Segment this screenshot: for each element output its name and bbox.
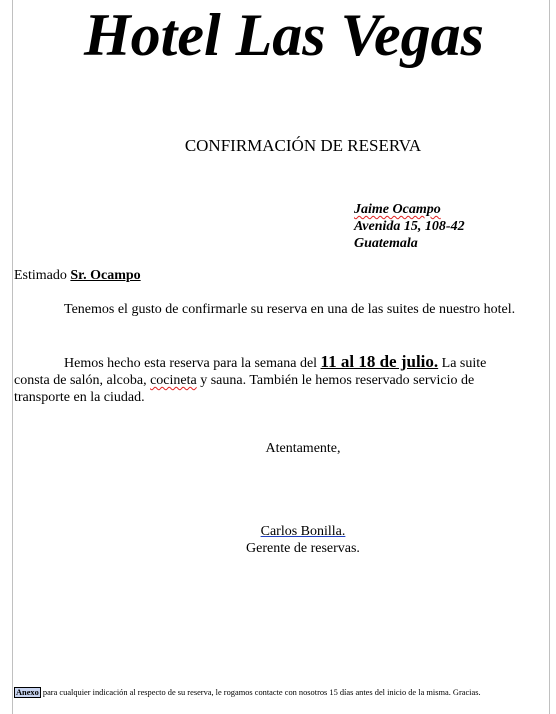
body-paragraph-2	[14, 353, 520, 406]
left-margin-line	[12, 0, 13, 714]
misspelled-word: cocineta	[150, 373, 197, 388]
paragraph-1-text: Tenemos el gusto de confirmarle su reserva en una de las suites de nuestro hotel.	[64, 302, 516, 317]
annex-label: Anexo	[16, 688, 39, 697]
reservation-dates: 11 al 18 de julio.	[320, 352, 439, 371]
recipient-city: Guatemala	[354, 236, 418, 251]
recipient-block	[354, 201, 465, 252]
paragraph-2-end: y sauna. También le hemos reservado servicio de transporte en la ciudad.	[14, 373, 475, 405]
footnote	[14, 687, 524, 698]
hotel-name-title: Hotel Las Vegas	[84, 2, 484, 68]
signer-name: Carlos Bonilla.	[260, 524, 346, 539]
document-heading: CONFIRMACIÓN DE RESERVA	[184, 136, 422, 155]
paragraph-2-middle: La suite consta de salón, alcoba,	[14, 356, 487, 388]
greeting-name: Sr. Ocampo	[70, 268, 141, 283]
greeting-line	[14, 267, 141, 285]
signer-title: Gerente de reservas.	[246, 541, 360, 556]
right-margin-line	[549, 0, 550, 714]
closing-salutation: Atentamente,	[265, 441, 341, 456]
recipient-address: Avenida 15, 108-42	[354, 219, 465, 234]
recipient-name: Jaime Ocampo	[354, 202, 441, 217]
paragraph-2-intro: Hemos hecho esta reserva para la semana del	[64, 356, 318, 371]
footnote-text: para cualquier indicación al respecto de su reserva, le rogamos contacte con nosotros 15 días antes del inicio de la misma. Gracias.	[42, 688, 481, 697]
signature-block	[0, 523, 556, 557]
body-paragraph-1	[14, 301, 520, 318]
greeting-prefix: Estimado	[14, 268, 67, 283]
